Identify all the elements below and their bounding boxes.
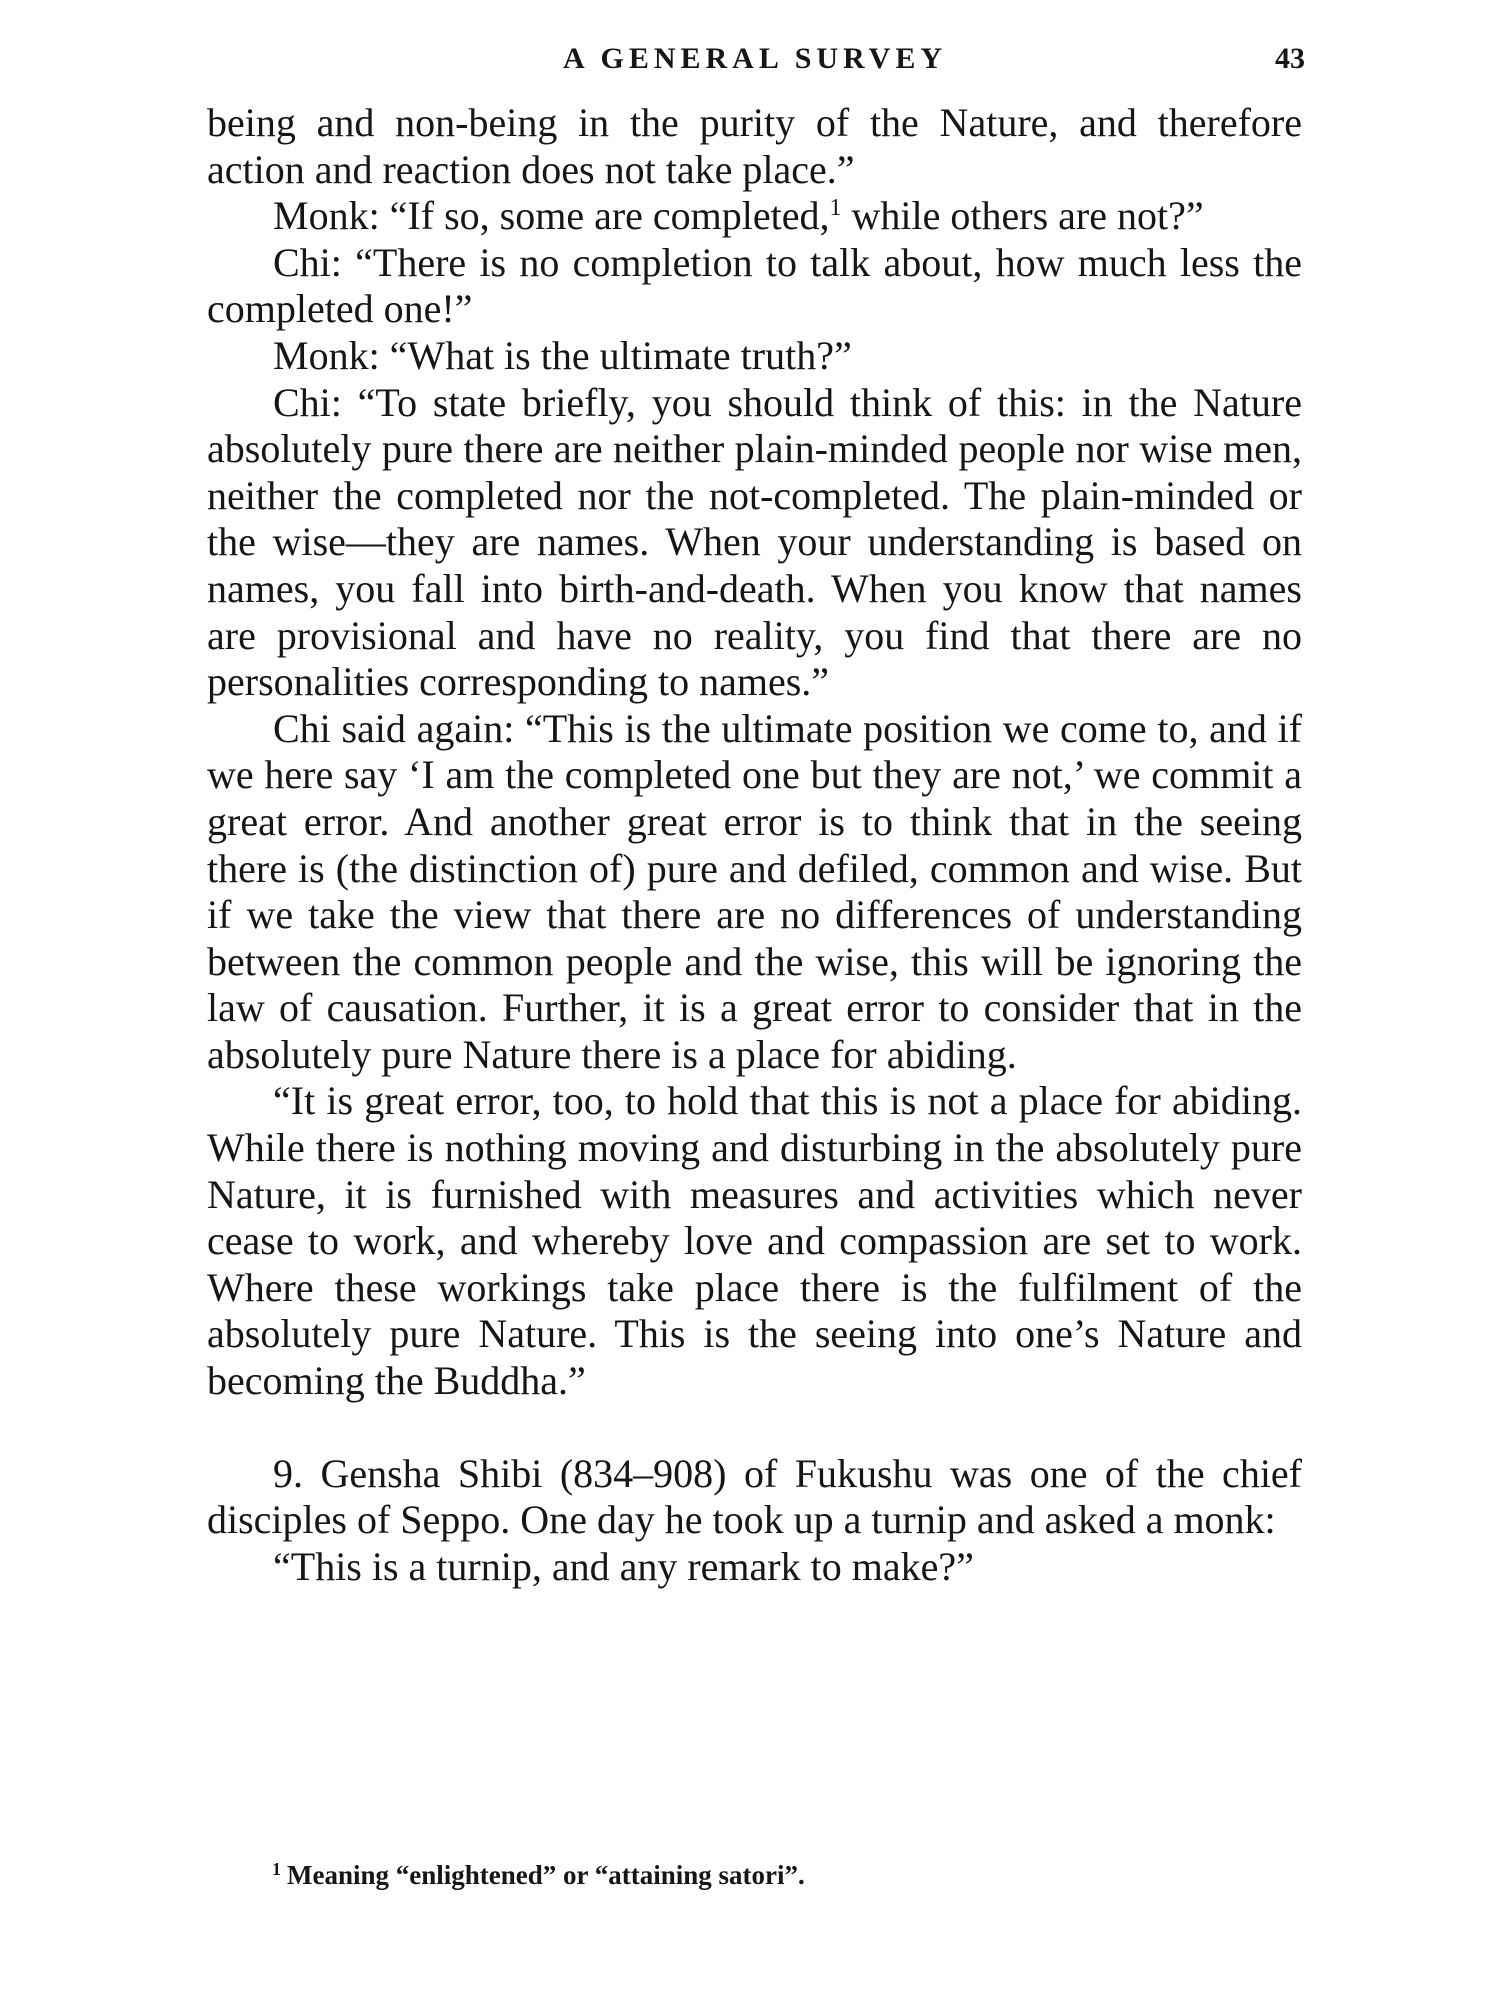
- paragraph-monk-question: [207, 193, 1302, 240]
- paragraph-chi-reply: Chi: “There is no completion to talk about, how much less the completed one!”: [207, 239, 1302, 332]
- footnote-reference: 1: [829, 195, 842, 222]
- page-number: 43: [1275, 42, 1305, 75]
- footnote: [272, 1857, 1302, 1893]
- running-head: A GENERAL SURVEY: [562, 42, 947, 75]
- paragraph-monk-ultimate-truth: Monk: “What is the ultimate truth?”: [273, 332, 852, 378]
- paragraph-great-error: “It is great error, too, to hold that this is not a place for abiding. While there is nothing moving and disturbing in the absolutely pure Nature, it is furnished with measures and activities which never cease to work, and whereby love and compassion are set to work. Where these workings take place there is the fulfilment of the absolutely pure Nature. This is the seeing into one’s Nature and becoming the Buddha.”: [207, 1078, 1302, 1404]
- paragraph-chi-said-again: Chi said again: “This is the ultimate position we come to, and if we here say ‘I am the completed one but they are not,’ we commit a great error. And another great error is to think that in the seeing there is (the distinction of) pure and defiled, common and wise. But if we take the view that there are no differences of understanding between the common people and the wise, this will be ignoring the law of causation. Further, it is a great error to consider that in the absolutely pure Nature there is a place for abiding.: [207, 705, 1302, 1077]
- page-header: [205, 42, 1305, 82]
- body-text: [207, 100, 1302, 1590]
- monk-question-end: while others are not?”: [841, 193, 1204, 239]
- monk-question-start: Monk: “If so, some are completed,: [273, 193, 830, 239]
- footnote-marker: 1: [272, 1859, 281, 1879]
- footnote-text: Meaning “enlightened” or “attaining satori”.: [287, 1860, 805, 1890]
- paragraph-continuation: being and non-being in the purity of the Nature, and therefore action and reaction does not take place.”: [207, 100, 1302, 192]
- paragraph-gensha-shibi: 9. Gensha Shibi (834–908) of Fukushu was one of the chief disciples of Seppo. One day he took up a turnip and asked a monk:: [207, 1450, 1302, 1543]
- paragraph-turnip-question: “This is a turnip, and any remark to make?”: [273, 1543, 974, 1589]
- paragraph-chi-explanation: Chi: “To state briefly, you should think of this: in the Nature absolutely pure there are neither plain-minded people nor wise men, neither the completed nor the not-completed. The plain-minded or the wise—they are names. When your understanding is based on names, you fall into birth-and-death. When you know that names are provisional and have no reality, you find that there are no personalities corresponding to names.”: [207, 379, 1302, 705]
